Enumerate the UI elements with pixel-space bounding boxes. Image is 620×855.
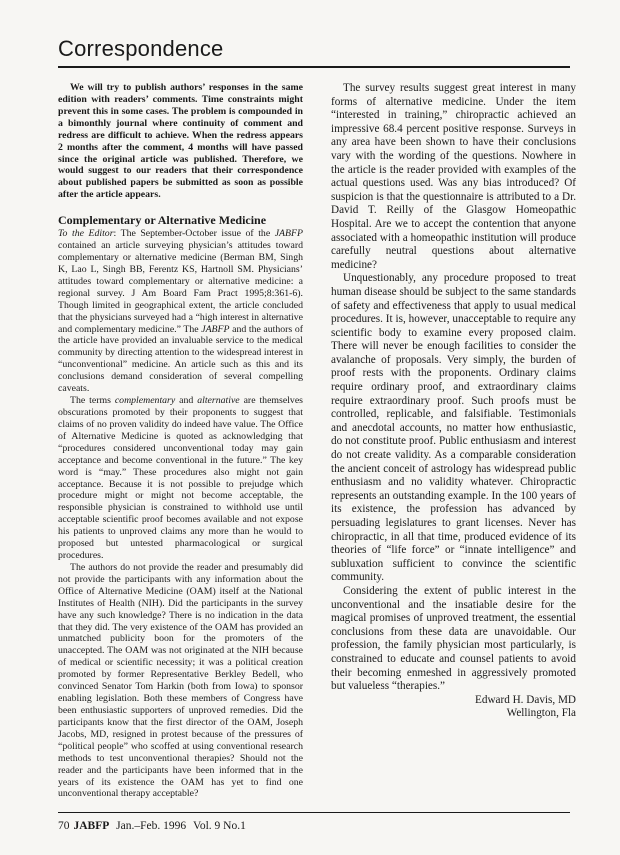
term-complementary: complementary (114, 395, 176, 407)
author-name: Edward H. Davis, MD (475, 693, 576, 706)
header-rule (58, 66, 570, 68)
term-alternative: alternative (197, 395, 240, 407)
letter-title: Complementary or Alternative Medicine (58, 213, 267, 228)
footer-rule (58, 812, 570, 813)
page-number: 70 (58, 820, 70, 832)
salutation: To the Editor (58, 228, 114, 240)
journal-name-ref-2: JABFP (201, 323, 230, 335)
footer (58, 820, 246, 832)
author-location: Wellington, Fla (506, 707, 576, 720)
p2-part-a: The terms (70, 395, 115, 407)
letter-paragraph-2 (58, 395, 303, 562)
letter-paragraph-4: The survey results suggest great interest in many forms of alternative medicine. Under the item “interested in training,” chiropractic achieved an impressive 68.4 percent positive response. Surveys in any area have been shown to have their conclusions vary with the wording of the questions. Nowhere in the article is the reader provided with examples of the actual questions used. Was any bias introduced? Of suspicion is that the questionnaire is attributed to a Dr. David T. Reilly of the Glasgow Homeopathic Hospital. Are we to accept the contention that anyone associated with a homeopathic institution will produce carefully neutral questions about alternative medicine? (331, 82, 576, 271)
p2-and: and (175, 395, 198, 407)
p1-part-a: : The September-October issue of the (113, 228, 275, 240)
p1-part-b: contained an article surveying physician’s attitudes toward complementary or alternative medicine (Berman BM, Singh K, Lao L, Singh BB, Ferentz KS, Hartnoll SM. Physicians’ attitudes toward complementary or alternative medicine: a regional survey. J Am Board Fam Pract 1995;8:361-6). Though limited in geographical extent, the article concluded that the physicians surveyed had a “high interest in alternative and complementary medicine.” The (58, 240, 303, 335)
right-column (331, 82, 576, 721)
editor-note: We will try to publish authors’ responses in the same edition with readers’ comments. Time constraints might prevent this in some cases. The problem is compounded in a bimonthly journal where continuity of comment and redress are difficult to achieve. When the redress appears 2 months after the comment, 4 months will have passed since the original article was published. Therefore, we would suggest to our readers that their correspondence about published papers be submitted as soon as possible after the article appears. (58, 82, 303, 201)
letter-paragraph-1 (58, 228, 303, 395)
p2-part-b: are themselves obscurations promoted by their proponents to suggest that claims of no proven validity do indeed have value. The Office of Alternative Medicine is quoted as acknowledging that “procedures considered unconventional today may gain acceptance and become conventional in the future.” The key word is “may.” These procedures also might not gain acceptance. Because it is not possible to prejudge which procedure might or might not become acceptable, the responsible physician is constrained to withhold use until acceptable scientific proof becomes available and not expose his patients to unproved claims any more than he would to proposed but untested pharmacological or surgical procedures. (58, 395, 303, 562)
section-title: Correspondence (58, 36, 224, 61)
left-column (58, 82, 303, 800)
letter-paragraph-5: Unquestionably, any procedure proposed to treat human disease should be subject to the same standards of safety and effectiveness that apply to usual medical procedures. It is, however, unacceptable to require any scientific body to examine every proposed claim. There will never be enough facilities to consider the avalanche of proposals. Very simply, the burden of proof rests with the proponents. Ordinary claims require ordinary proof, and extraordinary claims require extraordinary proof. Such proofs must be controlled, replicable, and falsifiable. Testimonials and anecdotal accounts, no matter how enthusiastic, do not constitute proof. Public enthusiasm and interest do not create validity. As a comparable consideration the ancient conceit of astrology has widespread public enthusiasm and no validity whatever. Chiropractic represents an outstanding example. In the 100 years of its existence, the profession has advanced by persuading legislatures to grant licenses. Never has chiropractic, in all that time, produced evidence of its theories of “life force” or “innate intelligence” and subluxation sufficient to convince the scientific community. (331, 272, 576, 584)
footer-issue-date: Jan.–Feb. 1996 (116, 820, 187, 832)
p1-part-c: and the authors of the article have provided an invaluable service to the medical community by directing attention to the widespread interest in “unconventional” medicine. An article such as this and its conclusions demand consideration of several compelling caveats. (58, 323, 303, 395)
letter-paragraph-6: Considering the extent of public interest in the unconventional and the insatiable desire for the magical promises of unproved treatment, the essential conclusions from these data are unavoidable. Our profession, the family physician most particularly, is constrained to educate and counsel patients to avoid their becoming enmeshed in aggressively promoted but valueless “therapies.” (331, 584, 576, 693)
footer-journal: JABFP (73, 820, 110, 832)
journal-name-ref: JABFP (274, 228, 303, 240)
letter-paragraph-3: The authors do not provide the reader and presumably did not provide the participants with any information about the Office of Alternative Medicine (OAM) itself at the National Institutes of Health (NIH). Did the participants in the survey have any such knowledge? There is no indication in the data that they did. The very existence of the OAM has provided an unmatched publicity boon for the promoters of the unaccepted. The OAM was not originated at the NIH because of medical or scientific necessity; it was a political creation promoted by former Representative Berkley Bedell, who convinced Senator Tom Harkin (both from Iowa) to sponsor enabling legislation. Both these members of Congress have been enthusiastic supporters of unproved remedies. Did the participants know that the first director of the OAM, Joseph Jacobs, MD, resigned in protest because of the pressures of “political people” who scoffed at using conventional research methods to test unconventional therapies? Should not the reader and the participants have been informed that in the years of its existence the OAM has yet to find one unconventional therapy acceptable? (58, 561, 303, 800)
footer-volume: Vol. 9 No.1 (193, 820, 246, 832)
